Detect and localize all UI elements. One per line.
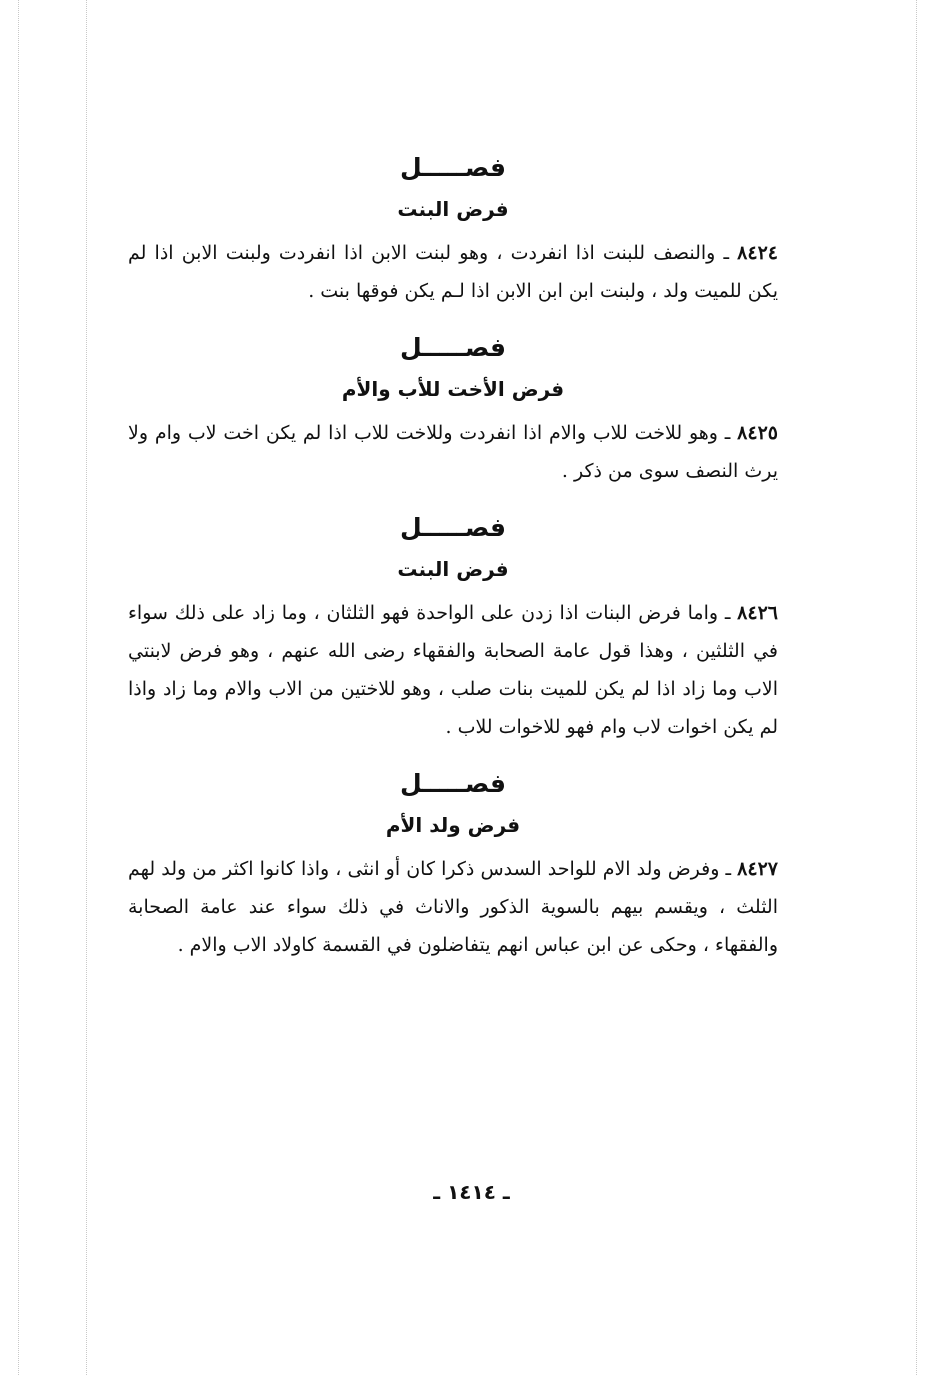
paragraph-text: وفرض ولد الام للواحد السدس ذكرا كان أو انثى ، واذا كانوا اكثر من ولد لهم الثلث ، ويقسم بيهم بالسوية الذكور والاناث في ذلك سواء عند عامة الصحابة والفقهاء ، وحكى عن ابن عباس انهم يتفاضلون في القسمة كاولاد الاب والام .	[128, 858, 778, 956]
scan-margin-line	[86, 0, 87, 1375]
section-1	[128, 150, 778, 310]
paragraph-text: والنصف للبنت اذا انفردت ، وهو لبنت الابن اذا انفردت ولبنت الابن اذا لم يكن للميت ولد ، ولبنت ابن ابن الابن اذا لـم يكن فوقها بنت .	[128, 242, 778, 302]
paragraph-number: ٨٤٢٥	[737, 422, 778, 444]
dash: ـ	[724, 422, 731, 444]
section-heading: فصـــــل	[399, 513, 507, 542]
page-number: ـ ١٤١٤ ـ	[433, 1180, 510, 1204]
section-title: فرض الأخت للأب والأم	[341, 377, 565, 401]
section-title: فرض البنت	[397, 197, 509, 221]
paragraph-number: ٨٤٢٦	[737, 602, 778, 624]
section-4	[128, 766, 778, 964]
page-content	[128, 150, 778, 984]
paragraph	[128, 594, 778, 746]
paragraph-text: وهو للاخت للاب والام اذا انفردت وللاخت للاب اذا لم يكن اخت لاب وام ولا يرث النصف سوى من ذكر .	[128, 422, 778, 482]
section-heading: فصـــــل	[399, 153, 507, 182]
dash: ـ	[724, 602, 731, 624]
section-title: فرض البنت	[397, 557, 509, 581]
dash: ـ	[725, 858, 732, 880]
paragraph	[128, 850, 778, 964]
scan-margin-line	[916, 0, 917, 1375]
section-3	[128, 510, 778, 746]
section-2	[128, 330, 778, 490]
section-heading: فصـــــل	[399, 333, 507, 362]
section-title: فرض ولد الأم	[385, 813, 521, 837]
paragraph-number: ٨٤٢٤	[737, 242, 778, 264]
paragraph	[128, 414, 778, 490]
paragraph	[128, 234, 778, 310]
dash: ـ	[723, 242, 730, 264]
section-heading: فصـــــل	[399, 769, 507, 798]
paragraph-text: واما فرض البنات اذا زدن على الواحدة فهو الثلثان ، وما زاد على ذلك سواء في الثلثين ، وهذا قول عامة الصحابة والفقهاء رضى الله عنهم ، وهو فرض لابنتي الاب وما زاد اذا لم يكن للميت بنات صلب ، وهو للاختين من الاب والام وما زاد واذا لم يكن اخوات لاب وام فهو للاخوات للاب .	[128, 602, 778, 738]
paragraph-number: ٨٤٢٧	[737, 858, 778, 880]
scan-margin-line	[18, 0, 19, 1375]
